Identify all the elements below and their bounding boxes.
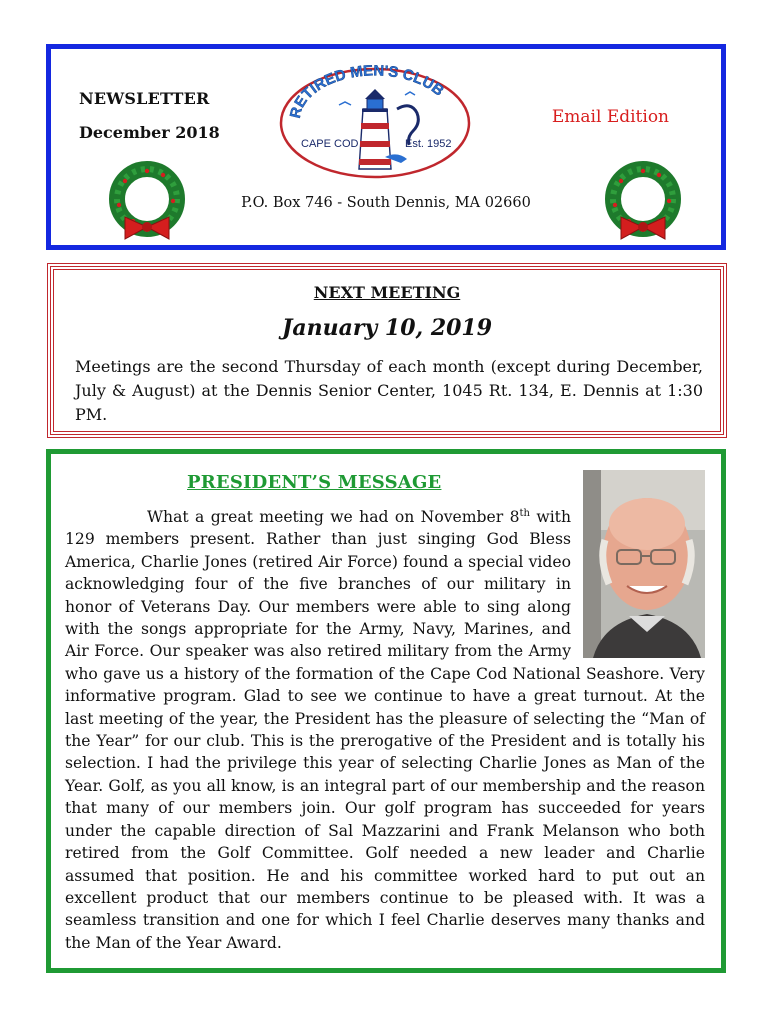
presidents-message-box	[46, 449, 726, 973]
header-box	[46, 44, 726, 250]
wreath-icon	[599, 159, 687, 247]
newsletter-label: NEWSLETTER	[79, 89, 210, 108]
next-meeting-heading: NEXT MEETING	[313, 283, 461, 302]
next-meeting-box	[47, 263, 727, 438]
meeting-schedule-text: Meetings are the second Thursday of each month (except during December, July & August) at the Dennis Senior Center, 1045 Rt. 134, E. Dennis at 1:30 PM.	[75, 357, 703, 424]
presidents-message-body	[65, 506, 705, 954]
issue-date: December 2018	[79, 123, 220, 142]
edition-label: Email Edition	[551, 107, 669, 127]
mailing-address: P.O. Box 746 - South Dennis, MA 02660	[241, 195, 531, 211]
logo-left-text: CAPE COD	[301, 138, 359, 150]
club-logo	[277, 65, 473, 181]
next-meeting-date: January 10, 2019	[281, 315, 493, 341]
message-text-part2: with 129 members present. Rather than just singing God Bless America, Charlie Jones (retired Air Force) found a special video acknowledging four of the five branches of our military in honor of Veterans Day. Our members were able to sing along with the songs appropriate for the Army, Navy, Marines, and Air Force. Our speaker was also retired military from the Army who gave us a history of the formation of the Cape Cod National Seashore. Very informative program. Glad to see we continue to have a great turnout. At the last meeting of the year, the President has the pleasure of selecting the “Man of the Year” for our club. This is the prerogative of the President and is totally his selection. I had the privilege this year of selecting Charlie Jones as Man of the Year. Golf, as you all know, is an integral part of our membership and the reason that many of our members join. Our golf program has succeeded for years under the capable direction of Sal Mazzarini and Frank Melanson who both retired from the Golf Committee. Golf needed a new leader and Charlie assumed that position. He and his committee worked hard to put out an excellent product that our members continue to be pleased with. It was a seamless transition and one for which I feel Charlie deserves many thanks and the Man of the Year Award.	[65, 508, 705, 952]
logo-top-text: RETIRED MEN'S CLUB	[286, 65, 448, 120]
presidents-message-heading: PRESIDENT’S MESSAGE	[187, 472, 442, 493]
logo-right-text: Est. 1952	[405, 138, 452, 150]
message-ordinal-suffix: th	[519, 507, 530, 519]
message-text-part1: What a great meeting we had on November 8	[147, 508, 520, 526]
